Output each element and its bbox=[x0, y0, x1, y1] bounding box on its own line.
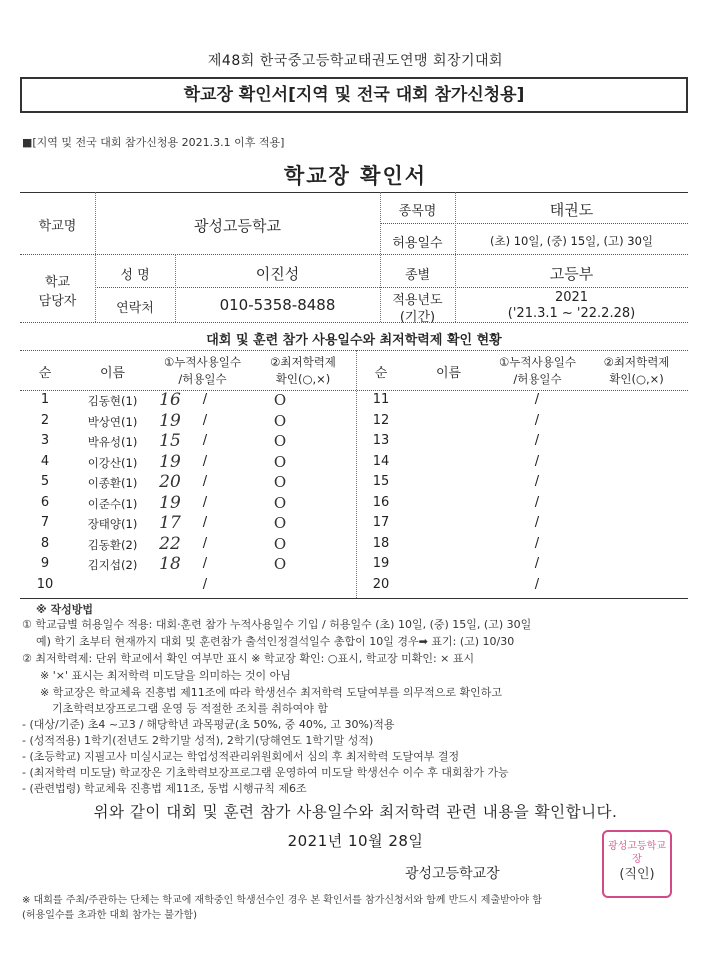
official-seal bbox=[602, 830, 672, 898]
row-number: 13 bbox=[372, 433, 390, 448]
cumulative-days: 22 bbox=[159, 533, 181, 554]
cumulative-days: 17 bbox=[159, 513, 181, 533]
officer-label-2: 담당자 bbox=[38, 294, 77, 309]
name-value: 이진성 bbox=[255, 265, 300, 283]
form-title-box: 학교장 확인서[지역 및 전국 대회 참가신청용] bbox=[20, 77, 688, 113]
cumulative-days: 19 bbox=[159, 410, 181, 431]
cumulative-days: 20 bbox=[159, 472, 181, 492]
cumulative-days: 15 bbox=[159, 431, 181, 451]
row-number: 7 bbox=[40, 515, 50, 530]
grade-check-mark: O bbox=[273, 452, 287, 471]
allowed-days-value: (초) 10일, (중) 15일, (고) 30일 bbox=[489, 234, 654, 248]
divider bbox=[20, 322, 688, 323]
grade-check-mark: O bbox=[273, 534, 287, 553]
row-number: 5 bbox=[40, 474, 50, 489]
contact-value: 010-5358-8488 bbox=[219, 296, 336, 314]
contact-label: 연락처 bbox=[116, 301, 154, 316]
year-label-2: (기간) bbox=[399, 310, 436, 325]
cumulative-days: 16 bbox=[159, 390, 181, 410]
header-grade-1: ②최저학력제 bbox=[270, 355, 336, 369]
name-label: 성 명 bbox=[120, 268, 150, 283]
applicability-note: ■[지역 및 전국 대회 참가신청용 2021.3.1 이후 적용] bbox=[22, 136, 285, 149]
grade-check-mark: O bbox=[273, 493, 287, 512]
row-number: 14 bbox=[372, 453, 390, 469]
issue-date: 2021년 10월 28일 bbox=[287, 832, 424, 850]
days-slash: / bbox=[202, 535, 208, 551]
student-name: 박상연(1) bbox=[87, 414, 138, 429]
days-slash: / bbox=[534, 494, 540, 510]
row-number: 10 bbox=[36, 576, 54, 592]
footer-line-1: ※ 대회를 주최/주관하는 단체는 학교에 재학중인 학생선수인 경우 본 확인서를 참가신청서와 함께 반드시 제출받아야 함 bbox=[22, 895, 542, 906]
instruction-line: - (초등학교) 지필고사 미실시교는 학업성적관리위원회에서 심의 후 최저학력 도달여부 결정 bbox=[22, 750, 460, 763]
row-number: 19 bbox=[372, 556, 390, 571]
instruction-line: ① 학교급별 허용일수 적용: 대회·훈련 참가 누적사용일수 기입 / 허용일수 (초) 10일, (중) 15일, (고) 30일 bbox=[22, 618, 532, 631]
student-name: 김동현(1) bbox=[87, 394, 138, 408]
instruction-line: ※ '×' 표시는 최저학력 미도달을 의미하는 것이 아님 bbox=[40, 669, 291, 682]
table-bottom-line bbox=[20, 598, 688, 599]
row-number: 15 bbox=[372, 474, 390, 489]
days-slash: / bbox=[202, 392, 208, 407]
row-number: 6 bbox=[40, 494, 50, 510]
instructions-heading: ※ 작성방법 bbox=[36, 603, 94, 616]
divider bbox=[20, 350, 688, 351]
row-number: 9 bbox=[40, 556, 50, 571]
grade-check-mark: O bbox=[273, 432, 287, 450]
header-no: 순 bbox=[374, 366, 388, 381]
allowed-days-label: 허용일수 bbox=[392, 236, 443, 251]
days-slash: / bbox=[534, 576, 540, 592]
student-name: 이종환(1) bbox=[87, 476, 138, 490]
student-name: 장태양(1) bbox=[87, 517, 138, 531]
row-number: 16 bbox=[372, 494, 390, 510]
signatory-school: 광성고등학교장 bbox=[405, 866, 500, 882]
officer-label-1: 학교 bbox=[44, 275, 71, 290]
days-slash: / bbox=[534, 453, 540, 469]
days-slash: / bbox=[534, 474, 540, 489]
confirmation-statement: 위와 같이 대회 및 훈련 참가 사용일수와 최저학력 관련 내용을 확인합니다. bbox=[93, 803, 618, 821]
row-number: 18 bbox=[372, 535, 390, 551]
days-slash: / bbox=[534, 392, 540, 407]
cumulative-days: 19 bbox=[159, 492, 181, 513]
student-name: 김지섭(2) bbox=[87, 558, 138, 572]
row-number: 8 bbox=[40, 535, 50, 551]
instruction-line: 기초학력보장프로그램 운영 등 적절한 조치를 취하여야 함 bbox=[52, 702, 329, 715]
days-slash: / bbox=[534, 515, 540, 530]
header-name: 이름 bbox=[435, 366, 462, 381]
days-slash: / bbox=[202, 494, 208, 510]
header-grade-2: 확인(○,×) bbox=[609, 372, 664, 386]
division-label: 종별 bbox=[404, 268, 431, 283]
student-name: 김동환(2) bbox=[87, 537, 138, 552]
row-number: 20 bbox=[372, 576, 390, 592]
header-days-2: /허용일수 bbox=[513, 372, 562, 386]
divider bbox=[20, 390, 688, 391]
divider bbox=[20, 254, 688, 255]
event-title: 제48회 한국중고등학교태권도연맹 회장기대회 bbox=[207, 53, 504, 69]
days-slash: / bbox=[202, 453, 208, 469]
school-label: 학교명 bbox=[38, 219, 77, 234]
document-title: 학교장 확인서 bbox=[283, 164, 428, 188]
year-value-2: ('21.3.1 ~ '22.2.28) bbox=[507, 306, 636, 321]
instruction-line: - (관련법령) 학교체육 진흥법 제11조, 동법 시행규칙 제6조 bbox=[22, 782, 307, 795]
student-name: 박유성(1) bbox=[87, 435, 138, 449]
division-value: 고등부 bbox=[549, 265, 594, 283]
instruction-line: - (최저학력 미도달) 학교장은 기초학력보장프로그램 운영하여 미도달 학생선수 이수 후 대회참가 가능 bbox=[22, 766, 509, 779]
cumulative-days: 18 bbox=[159, 554, 181, 574]
days-slash: / bbox=[534, 535, 540, 551]
table-title: 대회 및 훈련 참가 사용일수와 최저학력제 확인 현황 bbox=[206, 333, 502, 348]
header-name: 이름 bbox=[99, 366, 126, 381]
footer-note bbox=[22, 891, 542, 921]
row-number: 3 bbox=[40, 433, 50, 448]
student-name: 이강산(1) bbox=[87, 455, 138, 470]
days-slash: / bbox=[202, 433, 208, 448]
row-number: 11 bbox=[372, 392, 390, 407]
header-no: 순 bbox=[38, 366, 52, 381]
event-value: 태권도 bbox=[549, 201, 594, 219]
row-number: 17 bbox=[372, 515, 390, 530]
days-slash: / bbox=[534, 556, 540, 571]
instruction-line: - (성적적용) 1학기(전년도 2학기말 성적), 2학기(당해연도 1학기말 성적) bbox=[22, 734, 374, 747]
grade-check-mark: O bbox=[273, 473, 287, 491]
days-slash: / bbox=[202, 556, 208, 571]
header-days-1: ①누적사용일수 bbox=[164, 355, 241, 369]
seal-label: (직인) bbox=[619, 867, 655, 882]
row-number: 4 bbox=[40, 453, 50, 469]
seal-text: 광성고등학교장 bbox=[608, 841, 666, 865]
year-label-1: 적용년도 bbox=[392, 293, 443, 308]
event-label: 종목명 bbox=[398, 204, 437, 219]
cumulative-days: 19 bbox=[159, 451, 181, 472]
header-days-2: /허용일수 bbox=[178, 372, 227, 386]
header-grade-1: ②최저학력제 bbox=[603, 355, 670, 369]
row-number: 12 bbox=[372, 412, 390, 428]
grade-check-mark: O bbox=[273, 514, 287, 532]
row-number: 2 bbox=[40, 412, 50, 428]
header-grade-2: 확인(○,×) bbox=[275, 372, 331, 386]
student-name: 이준수(1) bbox=[87, 496, 138, 511]
year-value-1: 2021 bbox=[554, 290, 589, 305]
days-slash: / bbox=[202, 412, 208, 428]
instruction-line: 예) 학기 초부터 현재까지 대회 및 훈련참가 출석인정결석일수 총합이 10일 경우➡ 표기: (고) 10/30 bbox=[36, 635, 515, 648]
instruction-line: - (대상/기준) 초4 ~고3 / 해당학년 과목평균(초 50%, 중 40%, 고 30%)적용 bbox=[22, 718, 395, 731]
divider bbox=[380, 223, 688, 224]
instruction-line: ※ 학교장은 학교체육 진흥법 제11조에 따라 학생선수 최저학력 도달여부를 의무적으로 확인하고 bbox=[40, 686, 502, 699]
days-slash: / bbox=[202, 576, 208, 592]
divider bbox=[95, 287, 688, 288]
grade-check-mark: O bbox=[273, 555, 287, 573]
footer-line-2: (허용일수를 초과한 대회 참가는 불가함) bbox=[22, 910, 198, 921]
grade-check-mark: O bbox=[273, 411, 287, 430]
header-days-1: ①누적사용일수 bbox=[499, 355, 576, 369]
days-slash: / bbox=[534, 412, 540, 428]
table-top-line bbox=[20, 192, 688, 193]
school-value: 광성고등학교 bbox=[194, 217, 281, 235]
instruction-line: ② 최저학력제: 단위 학교에서 확인 여부만 표시 ※ 학교장 확인: ○표시, 학교장 미확인: × 표시 bbox=[22, 652, 475, 665]
grade-check-mark: O bbox=[273, 391, 287, 409]
days-slash: / bbox=[534, 433, 540, 448]
days-slash: / bbox=[202, 474, 208, 489]
row-number: 1 bbox=[40, 392, 50, 407]
days-slash: / bbox=[202, 515, 208, 530]
